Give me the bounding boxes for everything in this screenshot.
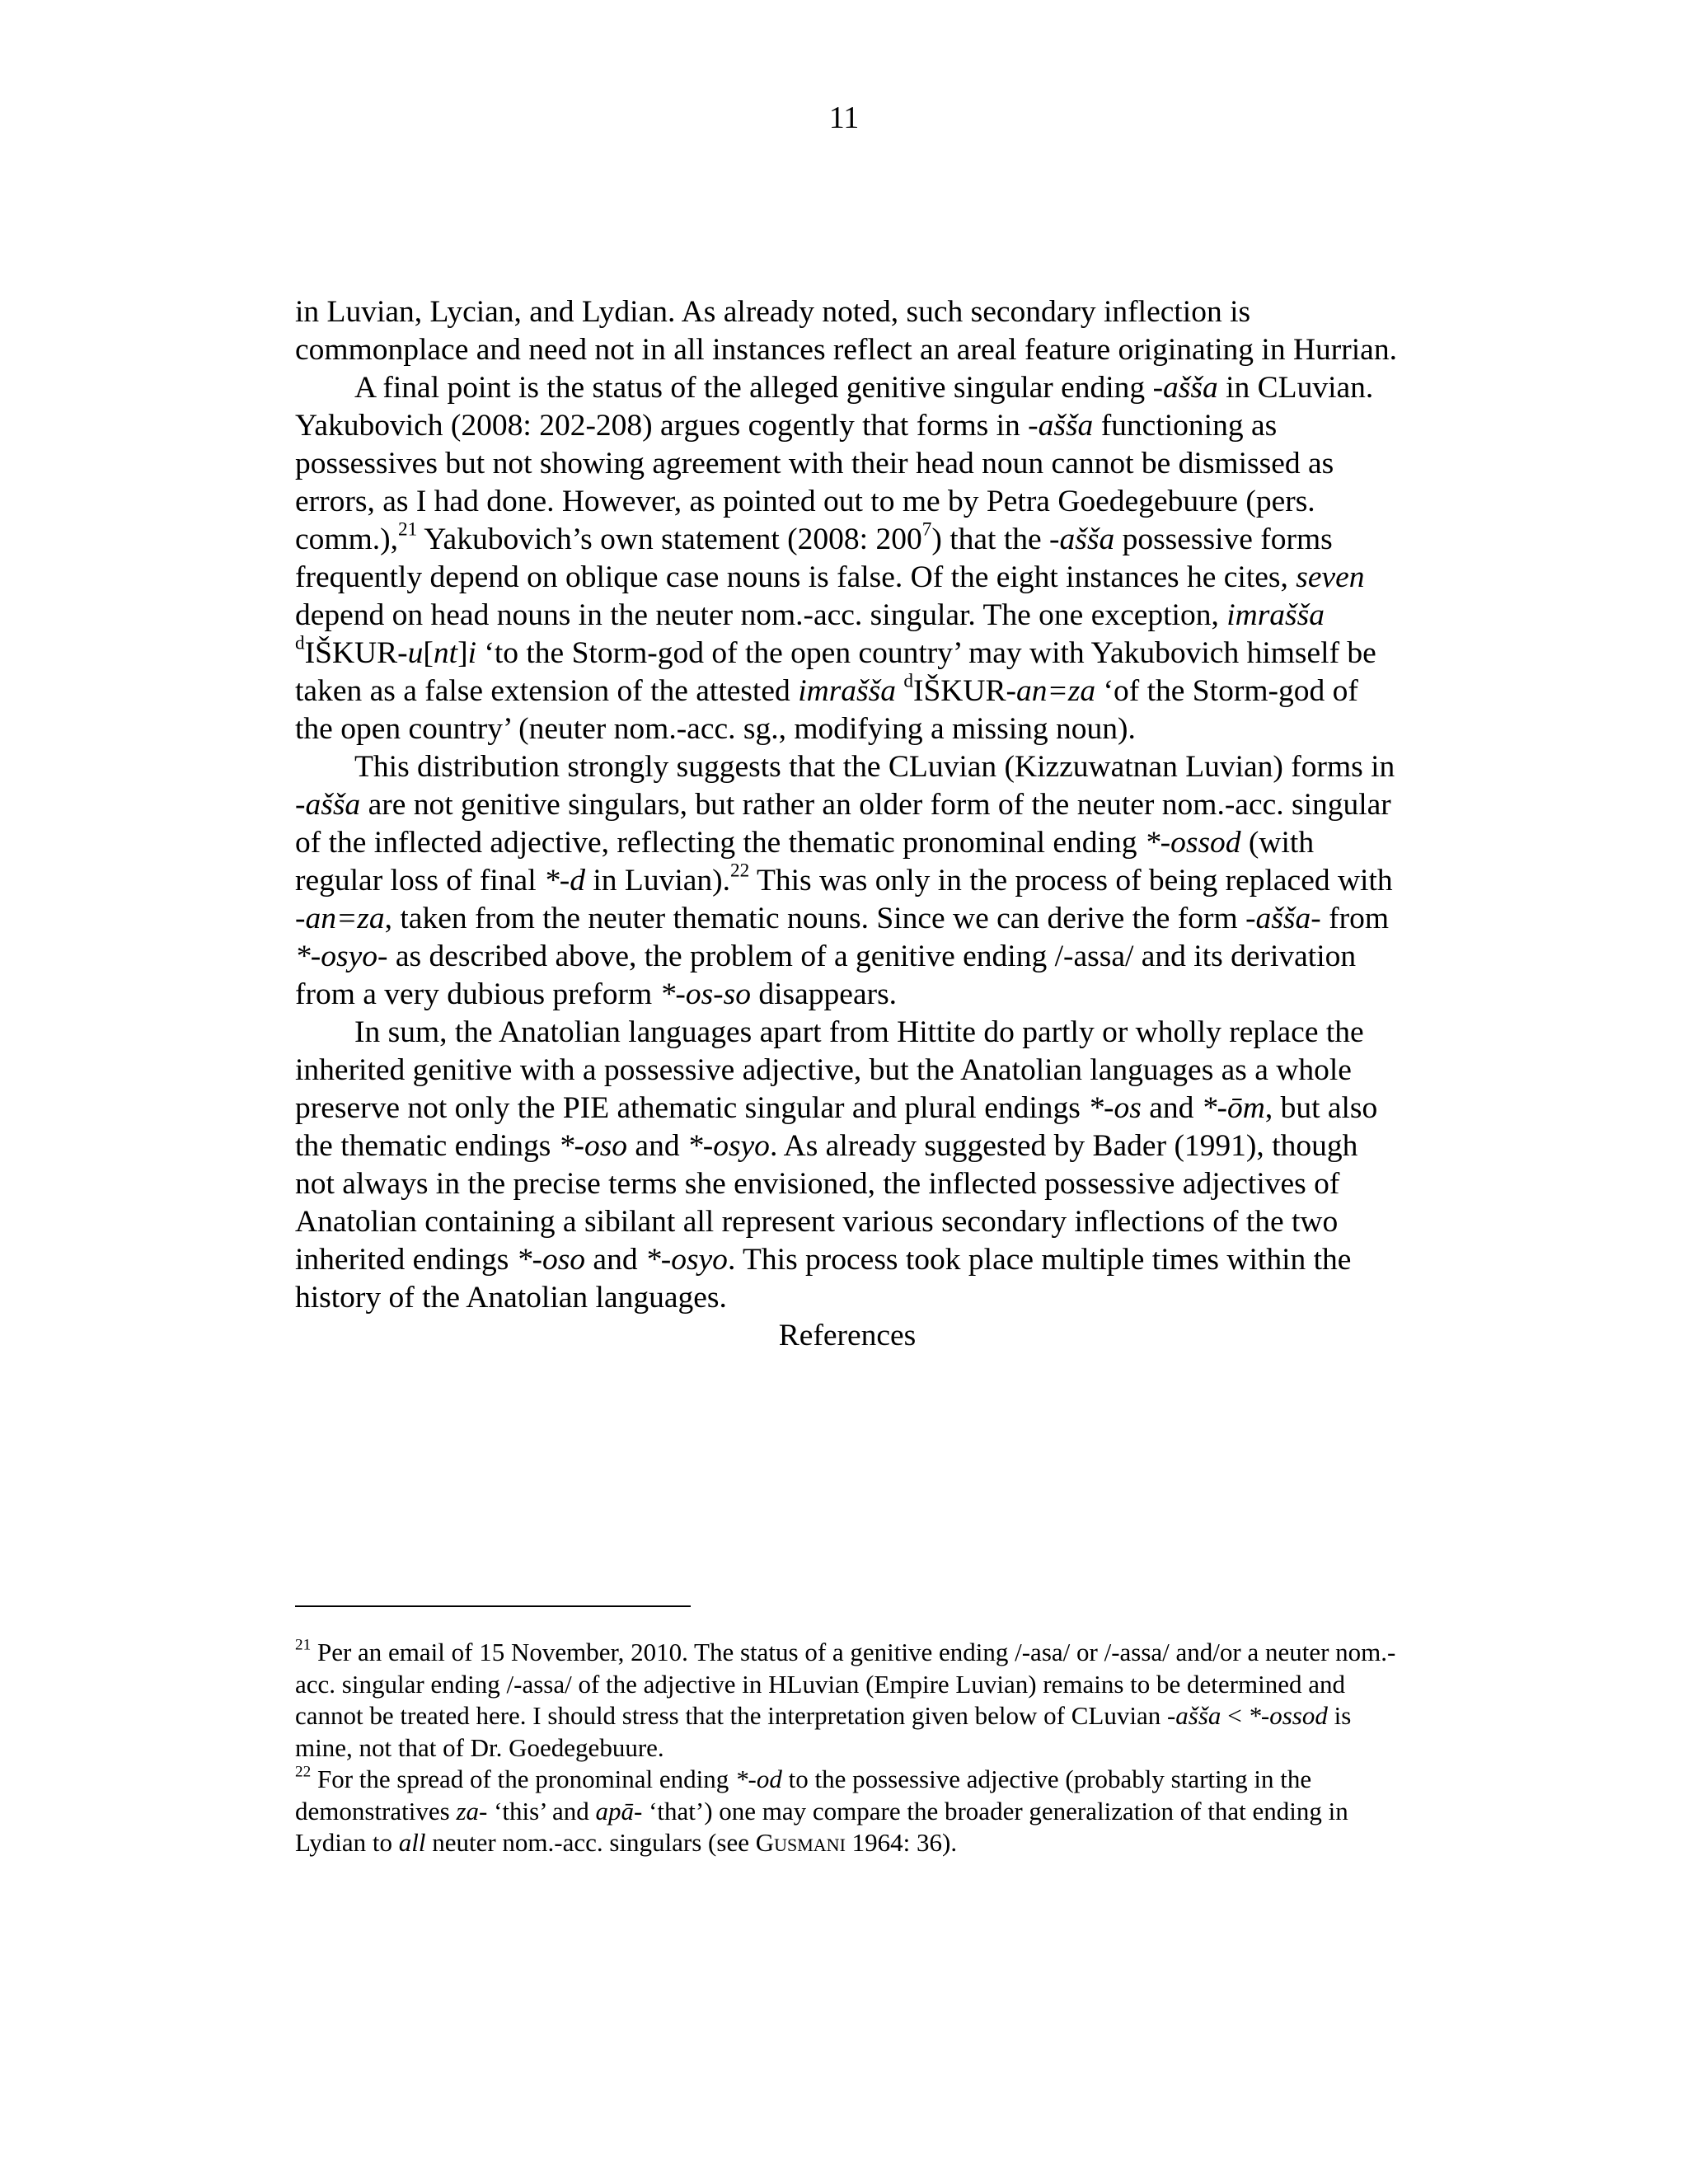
text-run: ‘to the Storm-god of the open country’ may with Yakubovich himself be taken as a false extension of the attested (295, 636, 1376, 708)
text-run: This was only in the process of being replaced with (749, 864, 1393, 898)
text-run: Per an email of 15 November, 2010. The status of a genitive ending /-asa/ or /-assa/ and/or a neuter nom.-acc. singular ending /-assa/ of the adjective in HLuvian (Empire Luvian) remains to be determined and cannot be treated here. I should stress that the interpretation given below of CLuvian (295, 1638, 1396, 1730)
text-run: ‘that’) one may compare the broader generalization of that ending in Lydian to (295, 1796, 1348, 1857)
text-run: ) that the (931, 523, 1050, 556)
italic-term: *-ōm (1201, 1091, 1265, 1125)
main-text (295, 293, 1400, 1355)
text-run: disappears. (751, 977, 898, 1011)
italic-term: nt (433, 636, 458, 670)
italic-term: -ašša- (1245, 902, 1321, 935)
italic-term: *-oso (516, 1243, 586, 1277)
references-heading: References (778, 1319, 917, 1352)
text-run: in CLuvian. Yakubovich (2008: 202-208) argues cogently that forms in (295, 371, 1374, 443)
text-run: in Luvian). (585, 864, 731, 898)
page-number: 11 (828, 101, 860, 135)
text-run: and (585, 1243, 645, 1277)
text-run: Yakubovich’s own statement (2008: 200 (417, 523, 922, 556)
superscript: 7 (921, 518, 932, 541)
text-run: are not genitive singulars, but rather an older form of the neuter nom.-acc. singular of the inflected adjective, reflecting the thematic pronominal ending (295, 788, 1391, 860)
italic-term: *-ossod (1144, 826, 1241, 860)
text-run: ] (457, 636, 468, 670)
paragraph-2 (295, 369, 1400, 748)
italic-term: an=za (1015, 674, 1096, 708)
italic-term: *-osyo (687, 1129, 770, 1163)
text-run: In sum, the Anatolian languages apart from Hittite do partly or wholly replace the inherited genitive with a possessive adjective, but the Anatolian languages as a whole preserve not only the PIE athematic singular and plural endings (295, 1015, 1364, 1125)
italic-term: imrašša (798, 674, 896, 708)
text-run: and (627, 1129, 687, 1163)
footnote-21 (295, 1637, 1400, 1764)
text-run: [ (423, 636, 434, 670)
text-run: A final point is the status of the alleged genitive singular ending (354, 371, 1153, 405)
footnote-22 (295, 1764, 1400, 1859)
text-run: ‘of the Storm-god of the open country’ (neuter nom.-acc. sg., modifying a missing noun). (295, 674, 1358, 746)
text-run: and (1141, 1091, 1202, 1125)
italic-term: -an=za (295, 902, 385, 935)
text-run: , but also the thematic endings (295, 1091, 1378, 1163)
text-run: depend on head nouns in the neuter nom.-acc. singular. The one exception, (295, 598, 1227, 632)
paragraph-3 (295, 748, 1400, 1014)
footnote-marker: 21 (295, 1636, 312, 1654)
italic-term: -ašša (1152, 371, 1218, 405)
text-run: IŠKUR- (304, 636, 408, 670)
text-run: 1964: 36). (845, 1828, 958, 1857)
italic-term: *-osyo- (295, 940, 388, 973)
paragraph-4 (295, 1014, 1400, 1317)
text-run: in Luvian, Lycian, and Lydian. As already noted, such secondary inflection is commonplace and need not in all instances reflect an areal feature originating in Hurrian. (295, 295, 1397, 367)
text-run: For the spread of the pronominal ending (311, 1765, 736, 1793)
text-run (896, 674, 903, 708)
text-run: . As already suggested by Bader (1991), though not always in the precise terms she envisioned, the inflected possessive adjectives of Anatolian containing a sibilant all represent various secondary inflections of the two inherited endings (295, 1129, 1358, 1277)
text-run: This distribution strongly suggests that the CLuvian (Kizzuwatnan Luvian) forms in (354, 750, 1395, 784)
text-run: functioning as possessives but not showing agreement with their head noun cannot be dismissed as errors, as I had done. However, as pointed out to me by Petra Goedegebuure (pers. comm.), (295, 409, 1334, 556)
italic-term: *-d (544, 864, 585, 898)
footnote-marker: 22 (295, 1763, 312, 1781)
determinative: d (295, 632, 305, 654)
italic-term: u (407, 636, 424, 670)
text-run: is mine, not that of Dr. Goedegebuure. (295, 1701, 1352, 1762)
text-run: possessive forms frequently depend on oblique case nouns is false. Of the eight instances he cites, (295, 523, 1333, 594)
italic-term: *-os (1088, 1091, 1142, 1125)
italic-term: *-od (735, 1765, 782, 1793)
text-run: (with regular loss of final (295, 826, 1315, 898)
paragraph-1 (295, 293, 1400, 369)
footnote-ref-22[interactable]: 22 (730, 860, 750, 882)
italic-term: imrašša (1226, 598, 1325, 632)
text-run: to the possessive adjective (probably starting in the demonstratives (295, 1765, 1312, 1825)
footnotes (295, 1637, 1400, 1859)
italic-term: -ašša (295, 788, 361, 822)
text-run: , taken from the neuter thematic nouns. Since we can derive the form (384, 902, 1246, 935)
italic-term: -ašša (1049, 523, 1115, 556)
italic-term: seven (1296, 560, 1365, 594)
italic-term: *-osyo (645, 1243, 728, 1277)
author-smallcaps: Gusmani (755, 1828, 846, 1857)
determinative: d (903, 670, 913, 692)
italic-term: i (467, 636, 476, 670)
italic-term: *-os-so (659, 977, 752, 1011)
text-run: neuter nom.-acc. singulars (see (425, 1828, 756, 1857)
italic-term: apā- (595, 1796, 643, 1825)
footnote-separator (295, 1605, 691, 1607)
text-run: . This process took place multiple times within the history of the Anatolian languages. (295, 1243, 1352, 1315)
italic-term: all (398, 1828, 426, 1857)
text-run: from (1320, 902, 1390, 935)
footnote-ref-21[interactable]: 21 (397, 518, 418, 541)
italic-term: -ašša (1028, 409, 1094, 443)
italic-term: *-oso (558, 1129, 628, 1163)
italic-term: *-ossod (1248, 1701, 1328, 1730)
italic-term: -ašša (1166, 1701, 1221, 1730)
text-run: < (1221, 1701, 1249, 1730)
text-run: ‘this’ and (487, 1796, 596, 1825)
text-run: as described above, the problem of a genitive ending /-assa/ and its derivation from a very dubious preform (295, 940, 1357, 1011)
italic-term: za- (456, 1796, 488, 1825)
text-run: IŠKUR- (912, 674, 1016, 708)
